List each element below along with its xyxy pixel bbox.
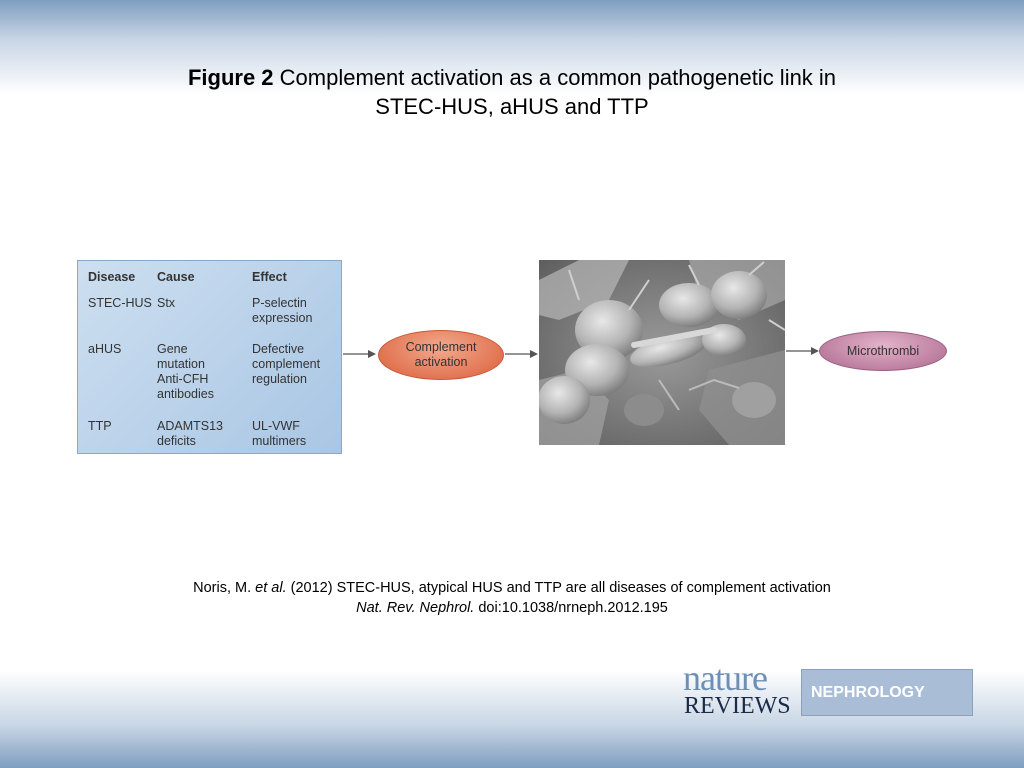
logo-reviews: REVIEWS [684, 693, 791, 719]
electron-micrograph-image [539, 260, 785, 445]
citation-author: Noris, M. [193, 580, 256, 596]
citation-text: (2012) STEC-HUS, atypical HUS and TTP are all diseases of complement activation [286, 580, 831, 596]
logo-subtitle-box [801, 669, 973, 716]
row-ahus-effect: Defective complement regulation [252, 342, 321, 386]
title-line2: STEC-HUS, aHUS and TTP [375, 94, 649, 119]
figure-label: Figure 2 [187, 65, 274, 90]
header-cause: Cause [157, 270, 195, 284]
logo-subtitle: NEPHROLOGY [811, 683, 925, 701]
arrow-table-to-complement [343, 348, 377, 360]
row-ttp-cause: ADAMTS13 deficits [157, 419, 223, 448]
citation-journal: Nat. Rev. Nephrol. [356, 600, 475, 616]
citation-doi: doi:10.1038/nrneph.2012.195 [474, 600, 668, 616]
microthrombi-node: Microthrombi [819, 331, 947, 371]
title-line1: Complement activation as a common pathogenetic link in [273, 65, 837, 90]
citation [0, 578, 1024, 618]
logo-nature: nature [683, 658, 767, 698]
row-ttp-effect: UL-VWF multimers [252, 419, 307, 448]
row-stec-effect: P-selectin expression [252, 296, 313, 325]
header-effect: Effect [252, 270, 287, 284]
row-ahus-disease: aHUS [88, 342, 122, 356]
row-ttp-disease: TTP [88, 419, 112, 433]
disease-table [77, 260, 342, 454]
slide-title [0, 63, 1024, 121]
row-ahus-cause: Gene mutation Anti-CFH antibodies [157, 342, 214, 401]
arrow-complement-to-image [505, 348, 539, 360]
row-stec-disease: STEC-HUS [88, 296, 152, 310]
complement-activation-node: Complement activation [378, 330, 504, 380]
header-disease: Disease [88, 270, 136, 284]
citation-etal: et al. [255, 580, 287, 596]
arrow-image-to-microthrombi [786, 345, 820, 357]
row-stec-cause: Stx [157, 296, 176, 310]
